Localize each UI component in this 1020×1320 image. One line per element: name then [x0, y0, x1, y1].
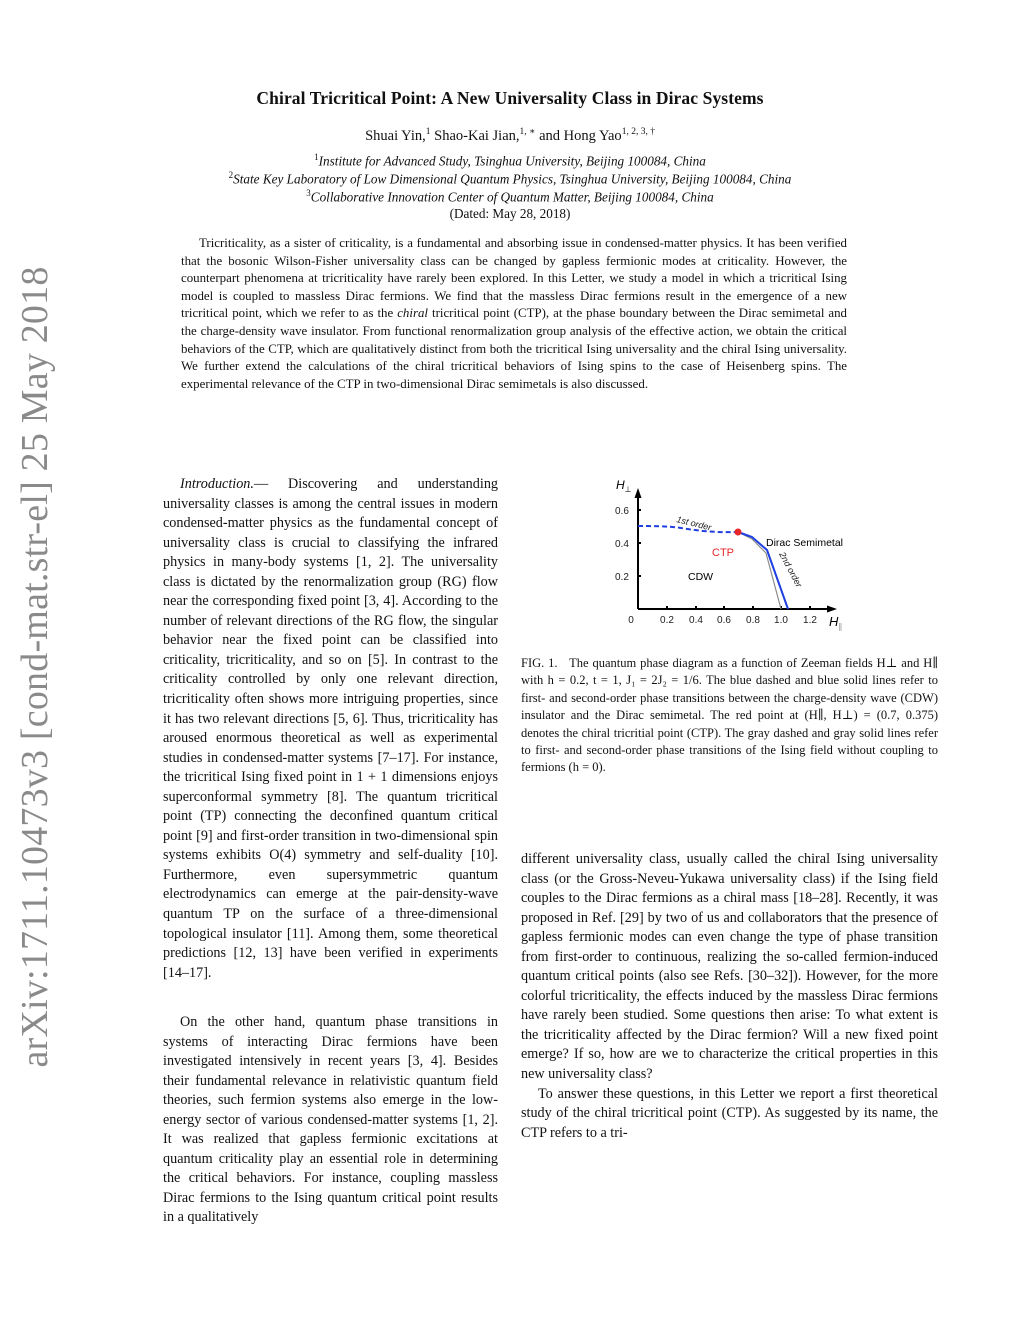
affiliation-1: [0, 152, 1020, 169]
y-tick-labels: [615, 506, 629, 583]
affil-marker: 2: [228, 170, 234, 180]
author-affil-marker: 1, ∗: [519, 127, 536, 137]
dirac-semimetal-label: Dirac Semimetal: [766, 537, 844, 549]
author-name: and Hong Yao: [539, 127, 622, 144]
svg-text:0.2: 0.2: [615, 572, 629, 583]
second-order-label: 2nd order: [777, 550, 805, 589]
svg-text:1.2: 1.2: [803, 615, 817, 626]
affiliation-2: [0, 170, 1020, 187]
affil-text: Institute for Advanced Study, Tsinghua University, Beijing 100084, China: [318, 153, 706, 169]
author-affil-marker: 1: [425, 127, 431, 137]
arxiv-sidebar-stamp: [10, 266, 60, 1068]
affil-marker: 3: [306, 188, 311, 198]
svg-text:0: 0: [628, 615, 634, 626]
dated-line: (Dated: May 28, 2018): [449, 206, 571, 221]
arxiv-identifier: arXiv:1711.10473v3 [cond-mat.str-el] 25 May 2018: [14, 266, 56, 1068]
paragraph: different universality class, usually called the chiral Ising universality class (or the Gross-Neveu-Yukawa universality class) if the Ising field couples to the Dirac fermions as a chiral mass [18–28]. Recently, it was proposed in Ref. [29] by two of us and collaborators that the presence of gapless fermionic modes can even change the type of phase transition from first-order to continuous, realizing the so-called fermion-induced quantum critical points (also see Refs. [30–32]). However, for the more colorful tricriticality, the effects induced by the massless Dirac fermions have rarely been studied. Some questions then arise: To what extent is the tricriticality affected by the Dirac fermion? Will a new fixed point emerge? If so, how are we to characterize the critical properties in this new universality class?: [521, 851, 938, 1083]
figure-caption: [521, 655, 938, 777]
abstract: [181, 235, 847, 393]
x-tick-labels: [628, 615, 817, 626]
cdw-label: CDW: [688, 571, 714, 583]
x-axis-arrow-icon: [827, 606, 837, 613]
y-axis-arrow-icon: [635, 488, 642, 498]
paragraph: To answer these questions, in this Letter we report a first theoretical study of the chiral tricritical point (CTP). As suggested by its name, the CTP refers to a tri-: [521, 1085, 938, 1141]
svg-text:0.2: 0.2: [660, 615, 674, 626]
affil-text: State Key Laboratory of Low Dimensional Quantum Physics, Tsinghua University, Beijing 100084, China: [233, 171, 792, 187]
affiliation-3: [0, 188, 1020, 205]
ctp-point: [735, 529, 742, 536]
svg-text:0.4: 0.4: [689, 615, 703, 626]
left-column: [163, 475, 498, 983]
section-heading-introduction: Introduction.: [180, 476, 254, 492]
paragraph: On the other hand, quantum phase transitions in systems of interacting Dirac fermions have been investigated intensively in recent years [3, 4]. Besides their fundamental relevance in relativistic quantum field theories, such fermion systems also emerge in the low-energy sector of various condensed-matter systems [1, 2]. It was realized that gapless fermionic excitations at quantum criticality play an essential role in determining the critical behaviors. For instance, coupling massless Dirac fermions to the Ising quantum critical point results in a qualitatively: [163, 1014, 498, 1226]
y-axis-label: $H_\perp$: [616, 478, 632, 494]
author-name: Shuai Yin,: [365, 127, 426, 144]
heading-dash: —: [253, 476, 289, 492]
svg-text:0.8: 0.8: [746, 615, 760, 626]
affil-text: Collaborative Innovation Center of Quantum Matter, Beijing 100084, China: [310, 189, 714, 205]
caption-text: The quantum phase diagram as a function of Zeeman fields H⊥ and H∥ with h = 0.2, t = 1, J₁ = 2J₂ = 1/6. The blue dashed and blue solid lines refer to first- and second-order phase transitions between the charge-density wave (CDW) insulator and the Dirac semimetal. The red point at (H∥, H⊥) = (0.7, 0.375) denotes the chiral tricritial point (CTP). The gray dashed and gray solid lines refer to first- and second-order phase transitions of the Ising field without coupling to fermions (h = 0).: [521, 656, 938, 775]
ctp-label: CTP: [712, 547, 734, 559]
svg-text:0.6: 0.6: [615, 506, 629, 517]
author-affil-marker: 1, 2, 3, †: [621, 127, 655, 137]
abstract-emphasis: chiral: [397, 306, 428, 321]
affil-marker: 1: [314, 152, 319, 162]
first-order-label: 1st order: [675, 514, 713, 533]
svg-text:0.6: 0.6: [717, 615, 731, 626]
intro-paragraph: [163, 475, 498, 983]
left-column-continued: [163, 1013, 498, 1228]
abstract-text: Tricriticality, as a sister of criticality, is a fundamental and absorbing issue in condensed-matter physics. It has been verified that the bosonic Wilson-Fisher universality class can be changed by gapless fermionic modes at criticality. However, the counterpart phenomena at tricriticality have rarely been explored. In this Letter, we study a model in which a tricritical Ising model is coupled to massless Dirac fermions. We find that the massless Dirac fermions result in the emergence of a new tricritical point, which we refer to as the: [181, 236, 847, 321]
right-column: [521, 850, 938, 1143]
paragraph-text: Discovering and understanding universality classes is among the central issues in modern condensed-matter physics as the fundamental concept of universality class is crucial to classifying the infrared physics in many-body systems [1, 2]. The universality class is dictated by the renormalization group (RG) flow near the corresponding fixed point [3, 4]. According to the number of relevant directions of the RG flow, the singular behavior near the fixed point can be classified into criticality, tricriticality, and so on [5]. In contrast to the criticality controlled by only one relevant direction, tricriticality often shows more intriguing properties, since it has two relevant directions [5, 6]. Thus, tricriticality has aroused enormous theoretical as well as experimental studies in condensed-matter systems [7–17]. For instance, the tricritical Ising fixed point in 1 + 1 dimensions enjoys superconformal symmetry [8]. The quantum tricritical point (TP) connecting the deconfined quantum critical point [9] and first-order transition in two-dimensional spin systems exhibits O(4) symmetry and self-duality [10]. Furthermore, even supersymmetric quantum electrodynamics can emerge at the pair-density-wave quantum TP on the surface of a three-dimensional topological insulator [11]. Among them, some theoretical predictions [12, 13] have been verified in experiments [14–17].: [163, 476, 499, 981]
paper-title: Chiral Tricritical Point: A New Universality Class in Dirac Systems: [256, 88, 764, 108]
phase-diagram-chart: [590, 470, 870, 640]
svg-text:1.0: 1.0: [774, 615, 788, 626]
phase-diagram-figure: [590, 470, 870, 640]
x-axis-label: $H_\parallel$: [829, 614, 843, 631]
figure-label: FIG. 1.: [521, 656, 558, 670]
author-list: [0, 126, 1020, 145]
author-name: Shao-Kai Jian,: [434, 127, 520, 144]
abstract-text: tricritical point (CTP), at the phase boundary between the Dirac semimetal and the charge-density wave insulator. From functional renormalization group analysis of the effective action, we obtain the critical behaviors of the CTP, which are qualitatively distinct from both the tricritical Ising universality and the chiral Ising universality. We further extend the calculations of the chiral tricritical behaviors of Ising spins to the case of Heisenberg spins. The experimental relevance of the CTP in two-dimensional Dirac semimetals is also discussed.: [181, 306, 847, 391]
svg-text:0.4: 0.4: [615, 539, 629, 550]
